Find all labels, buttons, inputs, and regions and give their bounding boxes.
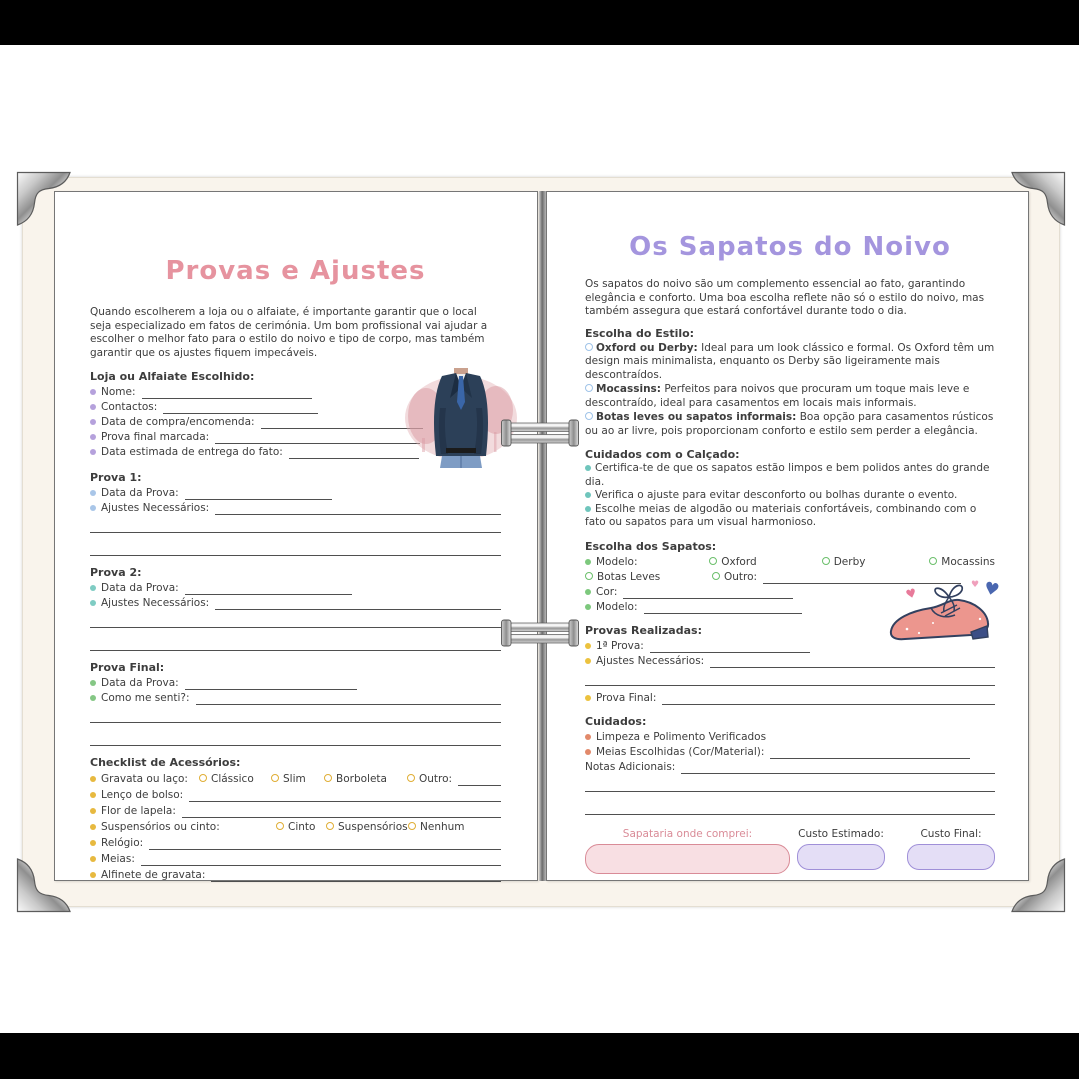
custo-estimado-label: Custo Estimado: (798, 827, 884, 840)
field-label: Data da Prova: (101, 582, 179, 594)
checklist-row-gravata (90, 770, 501, 786)
field-label: Relógio: (101, 837, 144, 849)
section-heading: Prova Final: (90, 661, 165, 674)
write-in-line (650, 640, 810, 653)
bullet-icon (90, 585, 96, 591)
custo-final-label: Custo Final: (920, 827, 982, 840)
field-label: Contactos: (101, 401, 158, 413)
option-derby (822, 555, 930, 569)
bullet-icon (585, 643, 591, 649)
field-label: Nome: (101, 386, 136, 398)
write-in-line (585, 778, 995, 792)
field-label: Data da Prova: (101, 677, 179, 689)
option-label: Cinto (288, 821, 316, 833)
write-in-line (644, 601, 802, 614)
field-label: Cor: (596, 585, 618, 598)
style-item-text: Boa opção para casamentos rústicos ou ao ar livre, pois proporcionam conforto e estilo sem perder a elegância. (585, 411, 994, 437)
checklist-row-relogio (90, 834, 501, 850)
bullet-icon (90, 490, 96, 496)
option-circle-icon (585, 572, 593, 580)
field-ajustes (585, 653, 995, 668)
write-in-line (185, 582, 352, 595)
section-prova1 (90, 471, 501, 556)
write-in-line (163, 401, 318, 414)
option-circle-icon (822, 557, 830, 565)
write-in-line (90, 614, 501, 628)
field-label: Notas Adicionais: (585, 760, 676, 773)
option-circle-icon (324, 774, 332, 782)
option-mocassins (929, 555, 995, 569)
care-item-text: Escolhe meias de algodão ou materiais confortáveis, combinando com o fato ou sapatos para um visual harmonioso. (585, 502, 977, 528)
custo-final-block (907, 827, 995, 874)
section-heading: Prova 2: (90, 566, 142, 579)
bullet-icon (90, 505, 96, 511)
style-item-text: Perfeitos para noivos que procuram um toque mais leve e descontraído, ideal para casamentos em locais mais informais. (585, 383, 970, 409)
bullet-icon (90, 695, 96, 701)
field-limpeza (585, 729, 995, 744)
style-item-oxford-derby (585, 342, 995, 383)
write-in-line (185, 677, 357, 690)
section-heading: Cuidados com o Calçado: (585, 448, 740, 461)
corner-clip-top-right-icon (1008, 171, 1066, 229)
bullet-icon (90, 419, 96, 425)
binder-spine (539, 191, 546, 881)
field-ajustes (90, 500, 501, 515)
care-item (585, 462, 995, 489)
option-circle-icon (585, 384, 593, 392)
section-heading: Checklist de Acessórios: (90, 756, 241, 769)
bullet-icon (90, 792, 96, 798)
custo-estimado-write-box (797, 844, 885, 870)
write-in-line (458, 773, 501, 786)
option-botas-leves (585, 570, 712, 584)
left-page (54, 191, 538, 881)
field-label: Prova final marcada: (101, 431, 210, 443)
option-circle-icon (276, 822, 284, 830)
option-label: Slim (283, 773, 306, 785)
row-label-wrap (585, 555, 709, 569)
write-in-line (215, 502, 501, 515)
section-heading: Prova 1: (90, 471, 142, 484)
write-in-line (623, 586, 793, 599)
option-label: Outro: (419, 773, 453, 785)
write-in-line (215, 597, 501, 610)
section-cuidados (585, 715, 995, 815)
write-in-line (142, 386, 312, 399)
option-borboleta (324, 772, 407, 786)
cost-footer (585, 827, 995, 874)
right-intro-text: Os sapatos do noivo são um complemento essencial ao fato, garantindo elegância e conforto. Uma boa escolha reflete não só o estilo do noivo, mas também assegura que estará confortável durante todo o dia. (585, 278, 985, 317)
checklist-row-suspensorios (90, 818, 501, 834)
option-circle-icon (407, 774, 415, 782)
checklist-row-lenco (90, 786, 501, 802)
care-item (585, 503, 995, 530)
write-in-line (90, 542, 501, 556)
bullet-icon (90, 840, 96, 846)
page-title-right: Os Sapatos do Noivo (629, 232, 951, 262)
field-label: Ajustes Necessários: (101, 502, 210, 514)
write-in-line (289, 446, 419, 459)
field-label: 1ª Prova: (596, 639, 644, 652)
bullet-icon (90, 389, 96, 395)
option-label: Oxford (721, 555, 757, 568)
top-black-bar (0, 0, 1079, 45)
option-circle-icon (929, 557, 937, 565)
binder-ring-top-icon (501, 418, 579, 448)
bullet-icon (585, 604, 591, 610)
option-circle-icon (712, 572, 720, 580)
field-prova-final (585, 690, 995, 705)
bullet-icon (585, 559, 591, 565)
bullet-icon (90, 872, 96, 878)
care-item (585, 489, 995, 503)
bullet-icon (585, 589, 591, 595)
bullet-icon (585, 492, 591, 498)
field-label: Data estimada de entrega do fato: (101, 446, 283, 458)
pink-shoe-illustration (885, 575, 1003, 650)
section-heading: Provas Realizadas: (585, 623, 702, 637)
style-item-lead: Oxford ou Derby: (596, 341, 698, 354)
section-prova2 (90, 566, 501, 651)
write-in-line (141, 853, 501, 866)
row-label-wrap (90, 820, 276, 834)
option-label: Clássico (211, 773, 254, 785)
option-circle-icon (408, 822, 416, 830)
write-in-line (215, 431, 420, 444)
option-label: Mocassins (941, 555, 995, 568)
option-suspensorios (326, 820, 408, 834)
option-slim (271, 772, 324, 786)
style-item-mocassins (585, 383, 995, 410)
field-label: Lenço de bolso: (101, 789, 184, 801)
bullet-icon (585, 749, 591, 755)
write-in-line (90, 519, 501, 533)
care-item-text: Verifica o ajuste para evitar desconforto ou bolhas durante o evento. (595, 489, 958, 501)
option-nenhum (408, 820, 465, 834)
bullet-icon (90, 680, 96, 686)
page-title-left: Provas e Ajustes (165, 256, 426, 286)
custo-final-write-box (907, 844, 995, 870)
write-in-line (770, 746, 970, 759)
write-in-line (90, 709, 501, 723)
shoe-model-options-row (585, 554, 995, 569)
section-cuidados-calcado (585, 448, 995, 530)
section-heading: Escolha do Estilo: (585, 326, 695, 340)
bottom-black-bar (0, 1033, 1079, 1079)
bullet-icon (90, 434, 96, 440)
bullet-icon (90, 449, 96, 455)
write-in-line (681, 761, 995, 774)
field-label: Ajustes Necessários: (101, 597, 210, 609)
row-label-wrap (90, 772, 199, 786)
field-label: Flor de lapela: (101, 805, 176, 817)
bullet-icon (90, 776, 96, 782)
corner-clip-bottom-right-icon (1008, 855, 1066, 913)
field-label: Prova Final: (596, 691, 657, 704)
write-in-line (585, 672, 995, 686)
style-item-botas (585, 411, 995, 438)
bullet-icon (90, 824, 96, 830)
style-item-lead: Botas leves ou sapatos informais: (596, 411, 797, 423)
write-in-line (185, 487, 332, 500)
field-label: Modelo: (596, 555, 638, 568)
corner-clip-top-left-icon (16, 171, 74, 229)
section-heading: Cuidados: (585, 714, 647, 728)
field-label: Gravata ou laço: (101, 773, 188, 785)
planner-board (22, 177, 1060, 907)
bullet-icon (585, 506, 591, 512)
bullet-icon (90, 600, 96, 606)
section-heading: Escolha dos Sapatos: (585, 539, 717, 553)
style-item-lead: Mocassins: (596, 383, 661, 395)
option-outro (407, 772, 501, 786)
section-checklist (90, 756, 501, 882)
option-label: Derby (833, 555, 866, 568)
field-notas-adicionais (585, 759, 995, 774)
write-in-line (149, 837, 501, 850)
field-ajustes (90, 595, 501, 610)
write-in-line (90, 637, 501, 651)
custo-estimado-block (797, 827, 885, 874)
field-data-prova (90, 485, 501, 500)
field-label: Meias: (101, 853, 135, 865)
svg-text:♥: ♥ (904, 585, 919, 602)
write-in-line (196, 692, 501, 705)
field-data-prova (90, 580, 501, 595)
section-heading: Loja ou Alfaiate Escolhido: (90, 370, 255, 383)
bullet-icon (585, 695, 591, 701)
bullet-icon (90, 808, 96, 814)
svg-text:♥: ♥ (971, 580, 980, 590)
sapataria-block (585, 827, 790, 874)
left-intro-text: Quando escolherem a loja ou o alfaiate, é importante garantir que o local seja especializado em fatos de cerimónia. Um bom profissional vai ajudar a escolher o melhor fato para o estilo do noivo e tipo de corpo, mas também garantir que os ajustes fiquem impecáveis. (90, 306, 488, 359)
option-label: Suspensórios (338, 821, 408, 833)
option-circle-icon (326, 822, 334, 830)
write-in-line (261, 416, 423, 429)
option-circle-icon (585, 412, 593, 420)
svg-text:♥: ♥ (981, 578, 1002, 602)
field-meias-escolhidas (585, 744, 995, 759)
write-in-line (710, 655, 995, 668)
bullet-icon (90, 856, 96, 862)
field-label: Data de compra/encomenda: (101, 416, 255, 428)
checklist-row-meias (90, 850, 501, 866)
bullet-icon (585, 658, 591, 664)
section-escolha-estilo (585, 327, 995, 439)
option-circle-icon (709, 557, 717, 565)
care-item-text: Certifica-te de que os sapatos estão limpos e bem polidos antes do grande dia. (585, 462, 990, 488)
field-label: Data da Prova: (101, 487, 179, 499)
sapataria-write-box (585, 844, 790, 874)
sapataria-label: Sapataria onde comprei: (622, 827, 753, 840)
write-in-line (211, 869, 501, 882)
option-cinto (276, 820, 326, 834)
field-label: Ajustes Necessários: (596, 654, 705, 667)
field-label: Limpeza e Polimento Verificados (596, 730, 767, 743)
field-label: Modelo: (596, 600, 638, 613)
right-page (546, 191, 1029, 881)
checklist-row-alfinete (90, 866, 501, 882)
section-prova-final (90, 661, 501, 746)
option-label: Botas Leves (597, 570, 661, 583)
option-circle-icon (585, 343, 593, 351)
option-label: Borboleta (336, 773, 387, 785)
write-in-line (662, 692, 995, 705)
field-como-me-senti (90, 690, 501, 705)
field-label: Como me senti?: (101, 692, 190, 704)
corner-clip-bottom-left-icon (16, 855, 74, 913)
option-label: Outro: (724, 570, 758, 583)
bullet-icon (90, 404, 96, 410)
field-label: Alfinete de gravata: (101, 869, 206, 881)
field-label: Suspensórios ou cinto: (101, 821, 220, 833)
field-label: Meias Escolhidas (Cor/Material): (596, 745, 765, 758)
bullet-icon (585, 465, 591, 471)
write-in-line (182, 805, 501, 818)
option-classico (199, 772, 271, 786)
write-in-line (189, 789, 501, 802)
option-circle-icon (199, 774, 207, 782)
bullet-icon (585, 734, 591, 740)
option-circle-icon (271, 774, 279, 782)
binder-ring-bottom-icon (501, 618, 579, 648)
option-oxford (709, 555, 821, 569)
style-item-text: Ideal para um look clássico e formal. Os Oxford têm um design mais minimalista, enquanto os Derby são ligeiramente mais descontraídos. (585, 341, 995, 381)
write-in-line (585, 801, 995, 815)
write-in-line (90, 732, 501, 746)
checklist-row-flor (90, 802, 501, 818)
option-label: Nenhum (420, 821, 465, 833)
field-data-prova (90, 675, 501, 690)
